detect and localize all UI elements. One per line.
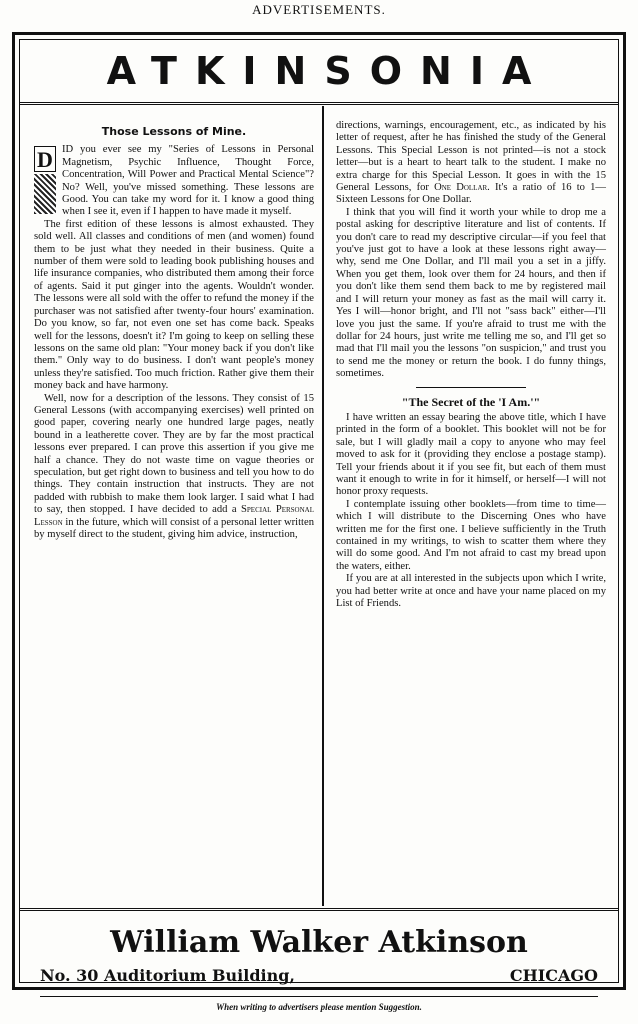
paragraph-essay: I have written an essay bearing the above title, which I have printed in the form of a booklet. This booklet will not be for sale, but I will gladly mail a copy to anyone who may feel moved to ask for it (providing they enclose a postage stamp). Tell your friends about it if you see fit, but each of them must want it enough to write in for it himself, or herself—I will not honor proxy requests. [336, 411, 606, 498]
address-row [20, 966, 618, 985]
special-lesson-smallcaps: Special Personal Lesson [34, 504, 314, 528]
section-rule [416, 387, 526, 388]
advertisement-frame [12, 32, 626, 990]
one-dollar-smallcaps: One Dollar. [434, 182, 490, 194]
paragraph-description-text: Well, now for a description of the lessons. They consist of 15 General Lessons (with accompanying exercises) well printed on good paper, covering nearly one hundred large pages, neatly bound in a leatherette cover. They are by far the most practical lessons ever prepared. I can prove this assertion if you give me half a chance. They do not waste time on vague theories or speculation, but get right down to business and tell you how to do things. They contain instruction that instructs. They are not padded with rubbish to make them look larger. I said what I had to say, then stopped. I have decided to add a [34, 392, 314, 516]
signature-block [20, 908, 618, 985]
page-footnote: When writing to advertisers please mention Suggestion. [216, 1002, 422, 1012]
page-header: ADVERTISEMENTS. [252, 2, 386, 17]
right-column [336, 120, 606, 610]
paragraph-continued [336, 120, 606, 207]
paragraph-continued-text: directions, warnings, encouragement, etc., as indicated by his letter of request, after he has finished the study of the General Lessons. This Special Lesson is not printed—is not a stock letter—but is a heart to heart talk to the student. I make no extra charge for this Special Lesson. It goes in with the 15 General Lessons, for [336, 120, 606, 194]
paragraph-continued-end: It's a ratio of 16 to 1—Sixteen Lessons for One Dollar. [336, 182, 606, 206]
paragraph-booklets: I contemplate issuing other booklets—from time to time—which I will distribute to the Discerning Ones who have written me for the first one. I believe sufficiently in the Truth contained in my writings, to wish to scatter them where they will do some good. And I'm not afraid to cast my bread upon the waters, either. [336, 498, 606, 572]
left-column-heading: Those Lessons of Mine. [101, 125, 247, 138]
advertisement-inner-border [19, 39, 619, 983]
city-name: CHICAGO [509, 966, 598, 985]
column-divider [322, 106, 324, 906]
street-address: No. 30 Auditorium Building, [40, 966, 295, 985]
dropcap-block [34, 146, 56, 214]
ornament-icon [34, 174, 56, 214]
left-column [34, 120, 314, 541]
paragraph-intro [34, 144, 314, 218]
dropcap-letter: D [34, 146, 56, 172]
ad-title: ATKINSONIA [106, 49, 550, 93]
paragraph-first-edition: The first edition of these lessons is almost exhausted. They sold well. All classes and conditions of men (and women) found them to be just what they needed in their business. Quite a number of them were sold to leading book publishing houses and life insurance companies, who distributed them among their force of agents. Said it put ginger into the agents. Wouldn't wonder. The lessons were all sold with the offer to refund the money if the purchaser was not satisfied after twenty-four hours' examination. Do you know, so far, not even one set has come back. Speaks well for the lessons, doesn't it? I'm going to keep on selling these lessons on the same old plan: "Your money back if you don't like them." Only way to do business. I don't want people's money unless they're satisfied. Too much friction. Rather give them their money back and have harmony. [34, 218, 314, 392]
secret-section-heading: "The Secret of the 'I Am.'" [401, 394, 541, 409]
paragraph-intro-text: ID you ever see my "Series of Lessons in Personal Magnetism, Psychic Influence, Thought Force, Concentration, Will Power and Practical Mental Science"? No? Well, you've missed something. These lessons are Good. You can take my word for it. I know a good thing when I see it, even if I happen to have made it myself. [62, 144, 314, 218]
bottom-rule [40, 996, 598, 997]
paragraph-description [34, 393, 314, 542]
paragraph-interest: If you are at all interested in the subjects upon which I write, you had better write at once and have your name placed on my List of Friends. [336, 573, 606, 610]
paragraph-offer: I think that you will find it worth your while to drop me a postal asking for descriptive literature and list of contents. If you don't care to read my descriptive circular—if you feel that you've just got to have a look at these lessons right away—why, send me One Dollar, and I'll mail you a set in a jiffy. When you get them, look over them for 24 hours, and then if you don't like them send them back to me by registered mail and I will return your money as fast as the mail will carry it. Yes I will—honor bright, and I'll not "sass back" either—I'll love you just the same. If you're afraid to trust me with the dollar for 24 hours, just write me telling me so, and I'll get so mad that I'll mail you the lessons "on suspicion," and trust you to send me the money or return the book. I do funny things, sometimes. [336, 206, 606, 380]
title-band [20, 40, 618, 105]
author-signature: William Walker Atkinson [110, 925, 528, 960]
paragraph-description-continued: in the future, which will consist of a personal letter written by myself direct to the student, giving him advice, instruction, [34, 516, 315, 540]
